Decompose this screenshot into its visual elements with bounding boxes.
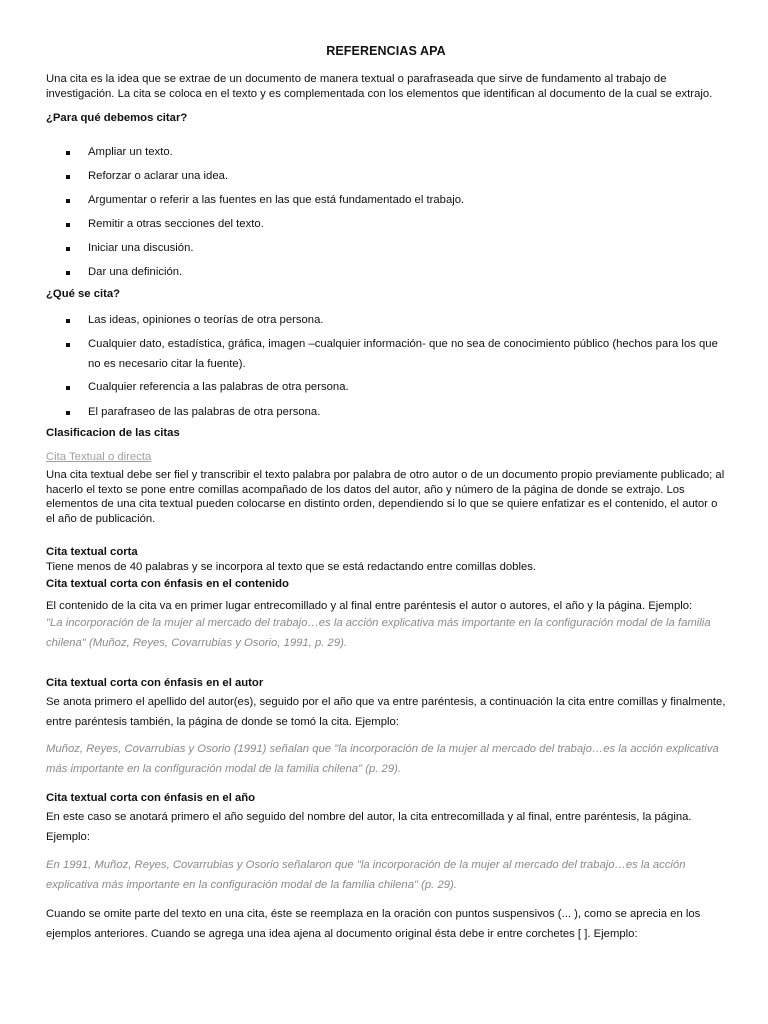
short-citation-paragraph: Tiene menos de 40 palabras y se incorpora al texto que se está redactando entre comillas dobles.	[46, 561, 537, 573]
textual-citation-link[interactable]: Cita Textual o directa	[46, 451, 152, 463]
textual-citation-paragraph: Una cita textual debe ser fiel y transcribir el texto palabra por palabra de otro autor o de un documento propio previamente publicado; al hacerlo el texto se pone entre comillas acompañado de los datos del autor, año y número de la página de donde se extrajo. Los elementos de una cita textual pueden colocarse en distinto orden, dependiendo si lo que se quiere enfatizar es el contenido, el autor o el año de publicación.	[46, 469, 725, 525]
bullet-square-icon	[66, 343, 70, 347]
bullet-square-icon	[66, 271, 70, 275]
content-emphasis-example: "La incorporación de la mujer al mercado del trabajo…es la acción explicativa más importante en la configuración modal de la familia chilena" (Muñoz, Reyes, Covarrubias y Osorio, 1991, p. 29).	[46, 617, 711, 649]
author-emphasis-example: Muñoz, Reyes, Covarrubias y Osorio (1991) señalan que "la incorporación de la mujer al mercado del trabajo…es la acción explicativa más importante en la configuración modal de la familia chilena" (p. 29).	[46, 743, 719, 775]
document-title: REFERENCIAS APA	[326, 44, 446, 58]
bullet-square-icon	[66, 386, 70, 390]
content-emphasis-paragraph: El contenido de la cita va en primer lugar entrecomillado y al final entre paréntesis el autor o autores, el año y la página. Ejemplo:	[46, 600, 693, 612]
author-emphasis-paragraph: Se anota primero el apellido del autor(es), seguido por el año que va entre paréntesis, a continuación la cita entre comillas y finalmente, entre paréntesis también, la página de donde se tomó la cita. Ejemplo:	[46, 696, 726, 728]
year-emphasis-example: En 1991, Muñoz, Reyes, Covarrubias y Osorio señalaron que "la incorporación de la mujer al mercado del trabajo…es la acción explicativa más importante en la configuración modal de la familia chilena" (p. 29).	[46, 859, 686, 891]
content-emphasis-heading: Cita textual corta con énfasis en el contenido	[46, 578, 289, 590]
why-cite-heading: ¿Para qué debemos citar?	[46, 112, 188, 124]
bullet-square-icon	[66, 247, 70, 251]
year-emphasis-paragraph: En este caso se anotará primero el año seguido del nombre del autor, la cita entrecomillada y al final, entre paréntesis, la página. Ejemplo:	[46, 811, 692, 843]
author-emphasis-heading: Cita textual corta con énfasis en el autor	[46, 677, 264, 689]
omission-paragraph: Cuando se omite parte del texto en una cita, éste se reemplaza en la oración con puntos suspensivos (... ), como se aprecia en los ejemplos anteriores. Cuando se agrega una idea ajena al documento original ésta debe ir entre corchetes [ ]. Ejemplo:	[46, 908, 701, 940]
classification-heading: Clasificacion de las citas	[46, 427, 180, 439]
bullet-square-icon	[66, 175, 70, 179]
bullet-square-icon	[66, 151, 70, 155]
bullet-square-icon	[66, 411, 70, 415]
intro-paragraph: Una cita es la idea que se extrae de un documento de manera textual o parafraseada que sirve de fundamento al trabajo de investigación. La cita se coloca en el texto y es complementada con los elementos que identifican al documento de la cual se extrajo.	[46, 73, 713, 100]
bullet-square-icon	[66, 223, 70, 227]
bullet-square-icon	[66, 199, 70, 203]
what-cite-heading: ¿Qué se cita?	[46, 288, 121, 300]
bullet-square-icon	[66, 319, 70, 323]
short-citation-heading: Cita textual corta	[46, 546, 138, 558]
year-emphasis-heading: Cita textual corta con énfasis en el año	[46, 792, 256, 804]
